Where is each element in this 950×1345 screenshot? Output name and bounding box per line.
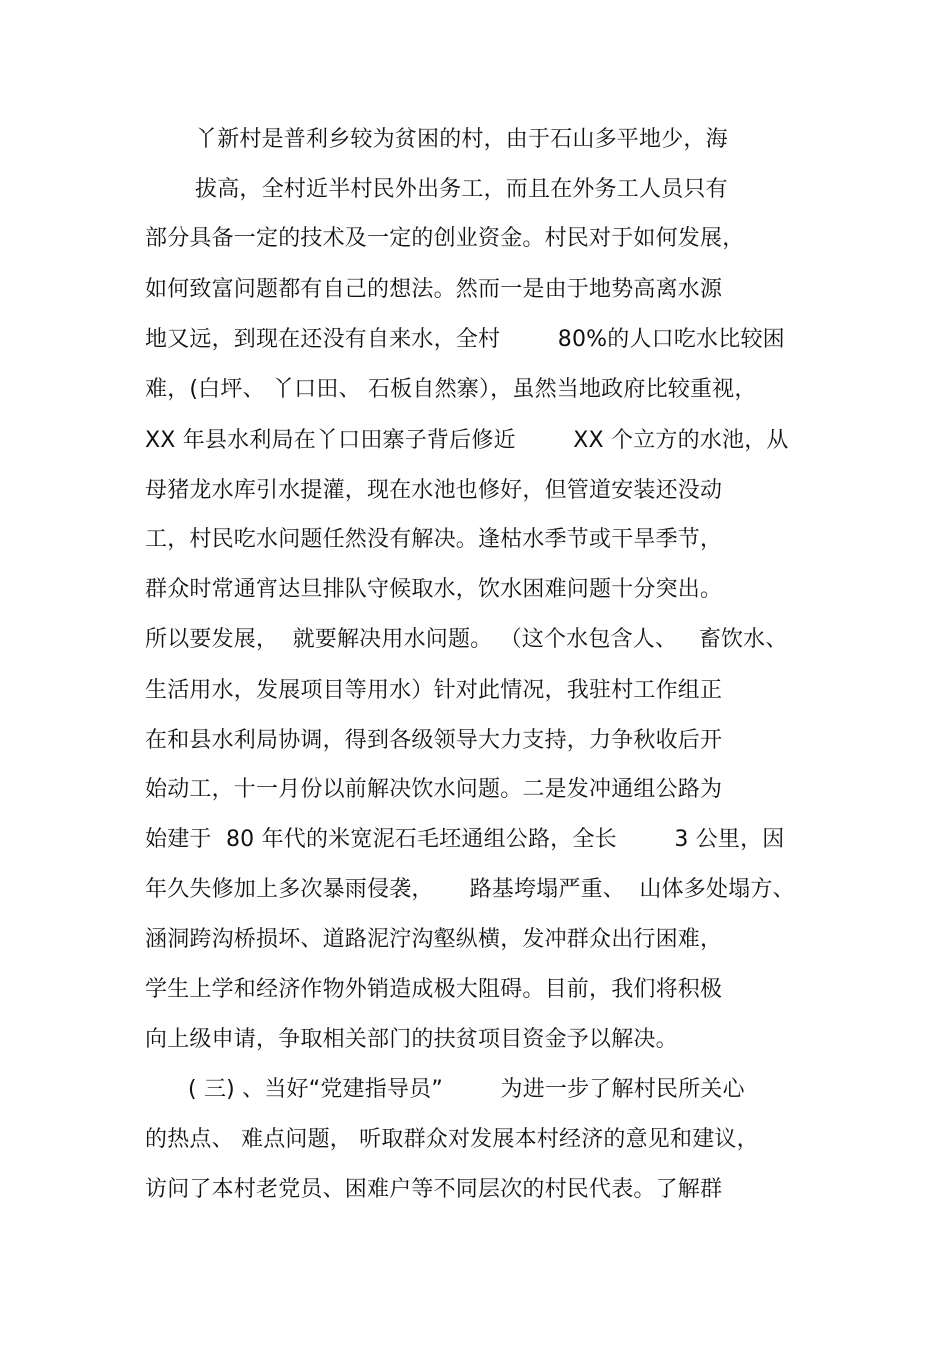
text-line: 访问了本村老党员、困难户等不同层次的村民代表。了解群: [145, 1177, 723, 1202]
text-line: 学生上学和经济作物外销造成极大阻碍。目前，我们将积极: [145, 977, 723, 1002]
text-line: 丫新村是普利乡较为贫困的村，由于石山多平地少，海: [195, 127, 728, 152]
text-line: 生活用水，发展项目等用水）针对此情况，我驻村工作组正: [145, 678, 723, 703]
text-line: 始建于 80 年代的米宽泥石毛坯通组公路，全长 3 公里，因: [145, 827, 785, 852]
text-line: 的热点、 难点问题， 听取群众对发展本村经济的意见和建议，: [145, 1127, 759, 1152]
text-line: 群众时常通宵达旦排队守候取水，饮水困难问题十分突出。: [145, 577, 723, 602]
text-line: 工，村民吃水问题任然没有解决。逢枯水季节或干旱季节，: [145, 527, 723, 552]
text-line: 地又远，到现在还没有自来水，全村 80%的人口吃水比较困: [145, 327, 785, 352]
text-line: 涵洞跨沟桥损坏、道路泥泞沟壑纵横，发冲群众出行困难，: [145, 927, 723, 952]
text-line: 向上级申请，争取相关部门的扶贫项目资金予以解决。: [145, 1027, 678, 1052]
section-heading-line: ( 三) 、当好“党建指导员” 为进一步了解村民所关心: [188, 1077, 745, 1102]
text-line: 部分具备一定的技术及一定的创业资金。村民对于如何发展，: [145, 226, 745, 251]
text-line: 始动工，十一月份以前解决饮水问题。二是发冲通组公路为: [145, 777, 723, 802]
text-line: XX 年县水利局在丫口田寨子背后修近 XX 个立方的水池，从: [145, 428, 789, 453]
text-line: 年久失修加上多次暴雨侵袭， 路基垮塌严重、 山体多处塌方、: [145, 877, 795, 902]
text-line: 如何致富问题都有自己的想法。然而一是由于地势高离水源: [145, 277, 723, 302]
text-line: 难，(白坪、 丫口田、 石板自然寨），虽然当地政府比较重视，: [145, 377, 757, 402]
text-line: 母猪龙水库引水提灌，现在水池也修好，但管道安装还没动: [145, 478, 723, 503]
text-line: 在和县水利局协调，得到各级领导大力支持，力争秋收后开: [145, 728, 723, 753]
text-line: 拔高，全村近半村民外出务工，而且在外务工人员只有: [195, 177, 728, 202]
text-line: 所以要发展， 就要解决用水问题。 （这个水包含人、 畜饮水、: [145, 627, 788, 652]
